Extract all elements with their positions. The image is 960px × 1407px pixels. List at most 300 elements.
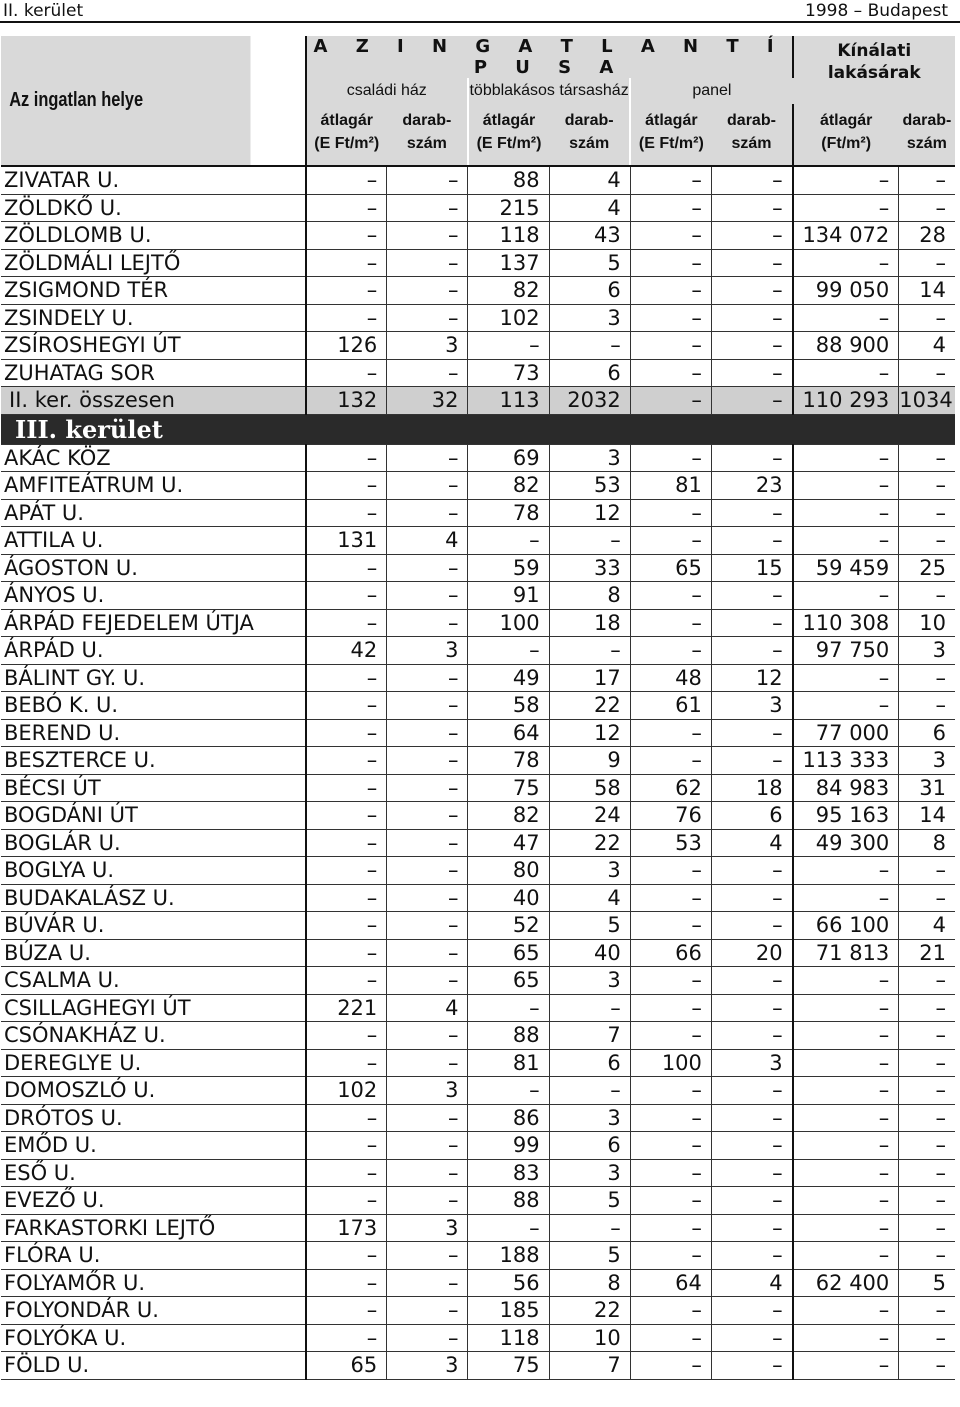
cell-value: – <box>387 554 468 582</box>
cell-value: 5 <box>549 249 630 277</box>
cell-value: – <box>711 1159 792 1187</box>
cell-value: 31 <box>899 774 955 802</box>
cell-value: 15 <box>711 554 792 582</box>
cell-value: – <box>306 1269 387 1297</box>
cell-value: – <box>387 884 468 912</box>
cell-value: – <box>630 1159 711 1187</box>
cell-value: – <box>793 1352 899 1380</box>
cell-value: 84 983 <box>793 774 899 802</box>
cell-value: 73 <box>468 359 549 387</box>
cell-value: – <box>630 1132 711 1160</box>
cell-value: 221 <box>306 994 387 1022</box>
cell-value: – <box>899 1214 955 1242</box>
cell-value: – <box>549 527 630 555</box>
cell-value: 4 <box>711 1269 792 1297</box>
cell-value: 59 459 <box>793 554 899 582</box>
table-row <box>1 359 955 387</box>
cell-value: 65 <box>630 554 711 582</box>
count-header: darab- szám <box>549 104 630 166</box>
street-name: ÁRPÁD FEJEDELEM ÚTJA <box>1 609 306 637</box>
cell-value: – <box>630 1324 711 1352</box>
cell-value: 99 <box>468 1132 549 1160</box>
location-column-header: Az ingatlan helye <box>1 36 251 166</box>
cell-value: 56 <box>468 1269 549 1297</box>
cell-value: 4 <box>387 527 468 555</box>
table-row <box>1 637 955 665</box>
cell-value: – <box>711 884 792 912</box>
year-city-label: 1998 – Budapest <box>805 1 948 21</box>
cell-value: 42 <box>306 637 387 665</box>
cell-value: 102 <box>468 304 549 332</box>
cell-value: – <box>899 1159 955 1187</box>
cell-value: 40 <box>468 884 549 912</box>
property-type-banner: A Z I N G A T L A N T Í P U S A <box>306 36 793 78</box>
cell-value: – <box>899 1022 955 1050</box>
cell-value: – <box>711 359 792 387</box>
cell-value: – <box>711 387 792 415</box>
cell-value: – <box>793 527 899 555</box>
street-name: AMFITEÁTRUM U. <box>1 472 306 500</box>
cell-value: – <box>711 1352 792 1380</box>
cell-value: – <box>793 1077 899 1105</box>
cell-value: – <box>711 582 792 610</box>
cell-value: – <box>306 1297 387 1325</box>
cell-value: 3 <box>549 967 630 995</box>
cell-value: 1034 <box>899 387 955 415</box>
cell-value: – <box>306 499 387 527</box>
cell-value: – <box>306 1022 387 1050</box>
cell-value: 64 <box>468 719 549 747</box>
cell-value: – <box>711 194 792 222</box>
table-row <box>1 857 955 885</box>
cell-value: – <box>630 304 711 332</box>
cell-value: 6 <box>711 802 792 830</box>
cell-value: – <box>306 692 387 720</box>
table-row <box>1 166 955 194</box>
cell-value: – <box>387 582 468 610</box>
cell-value: 3 <box>387 1214 468 1242</box>
cell-value: – <box>899 444 955 472</box>
street-name: ZIVATAR U. <box>1 166 306 194</box>
property-price-table <box>1 36 955 1380</box>
cell-value: – <box>387 692 468 720</box>
street-name: CSILLAGHEGYI ÚT <box>1 994 306 1022</box>
cell-value: – <box>387 857 468 885</box>
table-row <box>1 249 955 277</box>
table-row <box>1 332 955 360</box>
cell-value: – <box>899 166 955 194</box>
cell-value: – <box>468 527 549 555</box>
cell-value: 3 <box>387 1352 468 1380</box>
table-row <box>1 1269 955 1297</box>
table-row <box>1 554 955 582</box>
table-row <box>1 747 955 775</box>
cell-value: – <box>306 719 387 747</box>
cell-value: – <box>387 249 468 277</box>
table-row <box>1 1159 955 1187</box>
cell-value: – <box>630 1104 711 1132</box>
cell-value: – <box>387 166 468 194</box>
cell-value: 47 <box>468 829 549 857</box>
street-name: FÖLD U. <box>1 1352 306 1380</box>
cell-value: 4 <box>899 332 955 360</box>
cell-value: 6 <box>549 359 630 387</box>
cell-value: 3 <box>387 1077 468 1105</box>
group-condominium: többlakásos társasház <box>468 78 630 104</box>
cell-value: – <box>899 884 955 912</box>
cell-value: 3 <box>711 692 792 720</box>
cell-value: – <box>793 664 899 692</box>
street-name: DEREGLYE U. <box>1 1049 306 1077</box>
cell-value: – <box>899 1187 955 1215</box>
cell-value: 88 <box>468 1022 549 1050</box>
cell-value: – <box>630 166 711 194</box>
table-row <box>1 967 955 995</box>
cell-value: – <box>711 1242 792 1270</box>
table-row <box>1 222 955 250</box>
street-name: ZÖLDKŐ U. <box>1 194 306 222</box>
cell-value: – <box>711 499 792 527</box>
table-row <box>1 1324 955 1352</box>
street-name: CSÓNAKHÁZ U. <box>1 1022 306 1050</box>
cell-value: 23 <box>711 472 792 500</box>
street-name: APÁT U. <box>1 499 306 527</box>
cell-value: 113 <box>468 387 549 415</box>
cell-value: – <box>793 472 899 500</box>
cell-value: – <box>387 1159 468 1187</box>
cell-value: 102 <box>306 1077 387 1105</box>
street-name: BÚZA U. <box>1 939 306 967</box>
cell-value: – <box>711 444 792 472</box>
cell-value: – <box>793 1324 899 1352</box>
cell-value: – <box>387 277 468 305</box>
cell-value: – <box>306 967 387 995</box>
offer-count-header: darab- szám <box>899 104 955 166</box>
cell-value: 132 <box>306 387 387 415</box>
cell-value: – <box>306 472 387 500</box>
cell-value: – <box>387 1022 468 1050</box>
cell-value: 21 <box>899 939 955 967</box>
street-name: BOGDÁNI ÚT <box>1 802 306 830</box>
cell-value: – <box>306 1242 387 1270</box>
table-row <box>1 444 955 472</box>
cell-value: – <box>793 1022 899 1050</box>
cell-value: – <box>630 222 711 250</box>
cell-value: – <box>306 774 387 802</box>
street-name: BÉCSI ÚT <box>1 774 306 802</box>
cell-value: 4 <box>549 194 630 222</box>
cell-value: – <box>306 277 387 305</box>
street-name: II. ker. összesen <box>1 387 306 415</box>
street-name: EVEZŐ U. <box>1 1187 306 1215</box>
cell-value: – <box>711 527 792 555</box>
cell-value: – <box>711 747 792 775</box>
cell-value: – <box>306 1049 387 1077</box>
cell-value: – <box>549 1214 630 1242</box>
table-row <box>1 1297 955 1325</box>
cell-value: – <box>387 304 468 332</box>
cell-value: – <box>630 1214 711 1242</box>
cell-value: – <box>630 1077 711 1105</box>
table-row <box>1 472 955 500</box>
cell-value: 58 <box>468 692 549 720</box>
table-row <box>1 719 955 747</box>
cell-value: – <box>630 527 711 555</box>
cell-value: 3 <box>549 1104 630 1132</box>
cell-value: – <box>549 994 630 1022</box>
cell-value: 7 <box>549 1352 630 1380</box>
cell-value: – <box>468 1214 549 1242</box>
cell-value: 4 <box>549 166 630 194</box>
cell-value: – <box>793 884 899 912</box>
cell-value: – <box>306 222 387 250</box>
cell-value: 22 <box>549 692 630 720</box>
cell-value: – <box>711 637 792 665</box>
cell-value: 62 400 <box>793 1269 899 1297</box>
cell-value: – <box>711 277 792 305</box>
cell-value: – <box>711 1297 792 1325</box>
offer-price-header: Kínálati lakásárak <box>793 36 955 104</box>
street-name: CSALMA U. <box>1 967 306 995</box>
cell-value: 18 <box>711 774 792 802</box>
cell-value: – <box>306 857 387 885</box>
street-name: ESŐ U. <box>1 1159 306 1187</box>
cell-value: – <box>387 444 468 472</box>
cell-value: – <box>387 1297 468 1325</box>
cell-value: – <box>468 1077 549 1105</box>
cell-value: 8 <box>899 829 955 857</box>
table-row <box>1 1242 955 1270</box>
cell-value: 3 <box>549 857 630 885</box>
cell-value: – <box>793 1214 899 1242</box>
cell-value: 3 <box>711 1049 792 1077</box>
cell-value: 88 <box>468 166 549 194</box>
cell-value: 97 750 <box>793 637 899 665</box>
cell-value: 4 <box>549 884 630 912</box>
cell-value: – <box>387 1269 468 1297</box>
cell-value: 69 <box>468 444 549 472</box>
cell-value: – <box>711 1132 792 1160</box>
cell-value: – <box>306 1104 387 1132</box>
cell-value: – <box>793 1132 899 1160</box>
cell-value: 48 <box>630 664 711 692</box>
cell-value: – <box>630 747 711 775</box>
cell-value: – <box>899 1049 955 1077</box>
street-name: DRÓTOS U. <box>1 1104 306 1132</box>
cell-value: 65 <box>306 1352 387 1380</box>
section-row <box>1 414 955 444</box>
cell-value: 2032 <box>549 387 630 415</box>
cell-value: – <box>306 1132 387 1160</box>
cell-value: 4 <box>711 829 792 857</box>
cell-value: – <box>711 912 792 940</box>
table-row <box>1 527 955 555</box>
street-name: FOLYAMŐR U. <box>1 1269 306 1297</box>
cell-value: 18 <box>549 609 630 637</box>
cell-value: 185 <box>468 1297 549 1325</box>
street-name: ATTILA U. <box>1 527 306 555</box>
cell-value: – <box>899 1352 955 1380</box>
cell-value: 80 <box>468 857 549 885</box>
cell-value: – <box>387 829 468 857</box>
cell-value: – <box>899 582 955 610</box>
table-row <box>1 582 955 610</box>
cell-value: – <box>630 359 711 387</box>
cell-value: 118 <box>468 1324 549 1352</box>
cell-value: 28 <box>899 222 955 250</box>
cell-value: – <box>793 1187 899 1215</box>
cell-value: – <box>630 387 711 415</box>
cell-value: – <box>630 582 711 610</box>
cell-value: – <box>899 1104 955 1132</box>
table-row <box>1 912 955 940</box>
cell-value: – <box>899 249 955 277</box>
cell-value: – <box>899 527 955 555</box>
cell-value: – <box>630 857 711 885</box>
table-row <box>1 1187 955 1215</box>
cell-value: – <box>711 249 792 277</box>
cell-value: – <box>711 967 792 995</box>
cell-value: – <box>306 582 387 610</box>
cell-value: – <box>630 277 711 305</box>
cell-value: 62 <box>630 774 711 802</box>
cell-value: – <box>793 1242 899 1270</box>
cell-value: – <box>549 332 630 360</box>
street-name: ZSINDELY U. <box>1 304 306 332</box>
cell-value: – <box>793 1297 899 1325</box>
cell-value: – <box>899 857 955 885</box>
table-row <box>1 692 955 720</box>
count-header: darab- szám <box>387 104 468 166</box>
cell-value: – <box>630 1352 711 1380</box>
table-row <box>1 277 955 305</box>
cell-value: – <box>711 1022 792 1050</box>
cell-value: – <box>387 747 468 775</box>
street-name: DOMOSZLÓ U. <box>1 1077 306 1105</box>
cell-value: – <box>711 304 792 332</box>
cell-value: 24 <box>549 802 630 830</box>
cell-value: 88 <box>468 1187 549 1215</box>
cell-value: – <box>387 1049 468 1077</box>
cell-value: 3 <box>899 747 955 775</box>
cell-value: 4 <box>387 994 468 1022</box>
cell-value: – <box>387 664 468 692</box>
cell-value: – <box>793 304 899 332</box>
cell-value: – <box>793 166 899 194</box>
cell-value: 91 <box>468 582 549 610</box>
table-row <box>1 1132 955 1160</box>
cell-value: – <box>630 967 711 995</box>
cell-value: 22 <box>549 829 630 857</box>
cell-value: – <box>899 967 955 995</box>
cell-value: 52 <box>468 912 549 940</box>
cell-value: 53 <box>549 472 630 500</box>
cell-value: – <box>630 1297 711 1325</box>
street-name: AKÁC KÖZ <box>1 444 306 472</box>
cell-value: 215 <box>468 194 549 222</box>
cell-value: 40 <box>549 939 630 967</box>
cell-value: – <box>630 332 711 360</box>
cell-value: 10 <box>899 609 955 637</box>
district-label: II. kerület <box>3 1 84 21</box>
cell-value: – <box>630 1187 711 1215</box>
cell-value: – <box>793 582 899 610</box>
street-name: FOLYONDÁR U. <box>1 1297 306 1325</box>
cell-value: – <box>306 554 387 582</box>
cell-value: – <box>630 637 711 665</box>
cell-value: 14 <box>899 277 955 305</box>
cell-value: – <box>306 166 387 194</box>
cell-value: – <box>711 1104 792 1132</box>
cell-value: – <box>711 1077 792 1105</box>
cell-value: 75 <box>468 774 549 802</box>
table-row <box>1 884 955 912</box>
cell-value: 88 900 <box>793 332 899 360</box>
cell-value: – <box>306 802 387 830</box>
street-name: FOLYÓKA U. <box>1 1324 306 1352</box>
cell-value: 32 <box>387 387 468 415</box>
cell-value: – <box>793 499 899 527</box>
cell-value: – <box>793 194 899 222</box>
cell-value: 8 <box>549 582 630 610</box>
cell-value: 3 <box>899 637 955 665</box>
table-row <box>1 939 955 967</box>
cell-value: – <box>630 609 711 637</box>
cell-value: – <box>793 1104 899 1132</box>
cell-value: 82 <box>468 802 549 830</box>
table-row <box>1 829 955 857</box>
page-header <box>0 0 960 22</box>
cell-value: 12 <box>549 719 630 747</box>
cell-value: – <box>793 994 899 1022</box>
cell-value: – <box>306 359 387 387</box>
cell-value: – <box>387 1324 468 1352</box>
cell-value: – <box>630 884 711 912</box>
cell-value: – <box>793 359 899 387</box>
cell-value: 5 <box>549 912 630 940</box>
cell-value: – <box>899 304 955 332</box>
cell-value: 3 <box>549 1159 630 1187</box>
cell-value: – <box>306 1324 387 1352</box>
cell-value: – <box>387 939 468 967</box>
cell-value: 25 <box>899 554 955 582</box>
cell-value: 100 <box>630 1049 711 1077</box>
cell-value: – <box>899 994 955 1022</box>
cell-value: – <box>899 1324 955 1352</box>
group-family-house: családi ház <box>306 78 468 104</box>
cell-value: – <box>306 609 387 637</box>
cell-value: 58 <box>549 774 630 802</box>
cell-value: 8 <box>549 1269 630 1297</box>
cell-value: – <box>387 1132 468 1160</box>
cell-value: 134 072 <box>793 222 899 250</box>
cell-value: 10 <box>549 1324 630 1352</box>
cell-value: 76 <box>630 802 711 830</box>
cell-value: 71 813 <box>793 939 899 967</box>
cell-value: 65 <box>468 939 549 967</box>
cell-value: – <box>630 1242 711 1270</box>
cell-value: 110 308 <box>793 609 899 637</box>
street-name: FARKASTORKI LEJTŐ <box>1 1214 306 1242</box>
cell-value: 5 <box>549 1187 630 1215</box>
table-row <box>1 1352 955 1380</box>
street-name: ÁGOSTON U. <box>1 554 306 582</box>
cell-value: – <box>387 802 468 830</box>
cell-value: 3 <box>387 637 468 665</box>
header-rule <box>0 21 960 23</box>
cell-value: – <box>387 967 468 995</box>
cell-value: 6 <box>899 719 955 747</box>
